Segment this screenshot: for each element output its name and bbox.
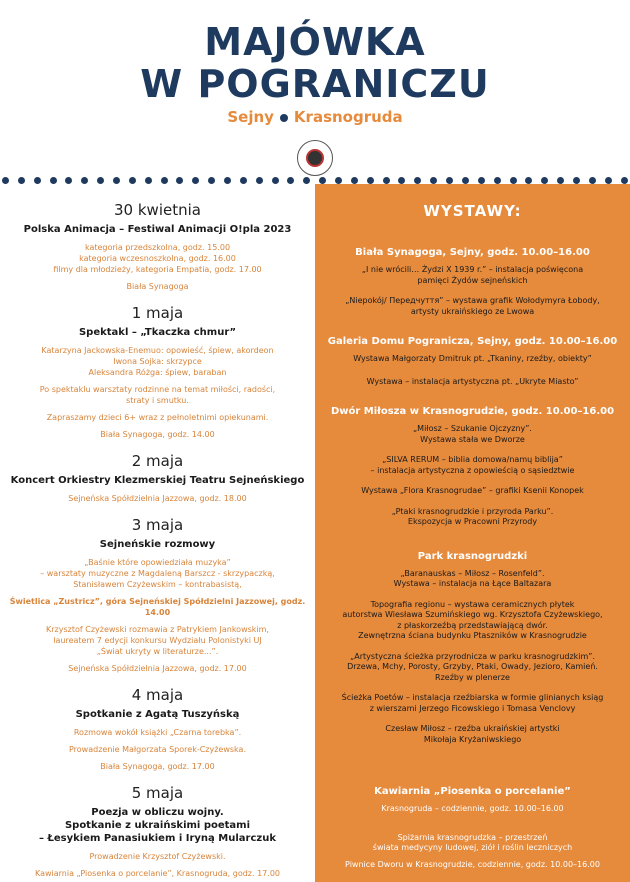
- divider-dot: [65, 177, 72, 184]
- event-detail: Katarzyna Jackowska-Enemuo: opowieść, śpiew, akordeon: [41, 346, 274, 355]
- exhibition-item: Czesław Miłosz – rzeźba ukraińskiej artystki Mikołaja Kryżaniwskiego: [385, 724, 560, 744]
- logo-seal: [297, 140, 333, 176]
- event-detail: Po spektaklu warsztaty rodzinne na temat miłości, radości,: [39, 385, 276, 394]
- event-detail: laureatem 7 edycji konkursu Wydziału Polonistyki UJ: [53, 636, 262, 645]
- event-detail: Zapraszamy dzieci 6+ wraz z pełnoletnimi opiekunami.: [46, 413, 269, 422]
- program-column: [0, 195, 315, 882]
- divider-dot: [18, 177, 25, 184]
- divider-dot: [430, 177, 437, 184]
- event-detail: Prowadzenie Małgorzata Sporek-Czyżewska.: [68, 745, 246, 754]
- exhibition-item: Piwnice Dworu w Krasnogrudzie, codziennie, godz. 10.00–16.00: [345, 859, 600, 869]
- divider-dot: [414, 177, 421, 184]
- date-heading: 30 kwietnia: [114, 201, 201, 219]
- exhibition-item: Wystawa Małgorzaty Dmitruk pt. „Tkaniny, rzeźby, obiekty”: [353, 354, 592, 363]
- divider-dot: [208, 177, 215, 184]
- divider-dot: [525, 177, 532, 184]
- exhibition-item: „I nie wrócili… Żydzi X 1939 r.” – instalacja poświęcona pamięci Żydów sejneńskich: [361, 265, 584, 285]
- event-detail: Rozmowa wokół książki „Czarna torebka”.: [73, 728, 242, 737]
- event-detail: filmy dla młodzieży, kategoria Empatia, godz. 17.00: [53, 265, 262, 274]
- locations: [0, 108, 630, 126]
- event-venue: Sejneńska Spółdzielnia Jazzowa, godz. 17.00: [68, 664, 247, 673]
- event-title: Spektakl – „Tkaczka chmur”: [78, 327, 237, 338]
- divider-dot: [129, 177, 136, 184]
- divider-dot: [351, 177, 358, 184]
- event-title: Koncert Orkiestry Klezmerskiej Teatru Sejneńskiego: [10, 475, 305, 486]
- divider-dot: [113, 177, 120, 184]
- divider-dot: [462, 177, 469, 184]
- location-sejny: Sejny: [227, 108, 274, 126]
- divider-dot: [589, 177, 596, 184]
- divider-dot: [81, 177, 88, 184]
- divider-dot: [2, 177, 9, 184]
- event-detail: „Baśnie które opowiedziała muzyka”: [84, 558, 231, 567]
- event-title: – Łesykiem Panasiukiem i Iryną Mularczuk: [39, 833, 276, 844]
- exhibition-item: Krasnogruda – codziennie, godz. 10.00–16.00: [381, 804, 564, 813]
- divider-dot: [541, 177, 548, 184]
- venue-heading: Biała Synagoga, Sejny, godz. 10.00–16.00: [355, 247, 590, 258]
- logo-emblem-icon: [306, 149, 324, 167]
- divider-dot: [256, 177, 263, 184]
- divider-dot: [335, 177, 342, 184]
- divider-dot: [319, 177, 326, 184]
- event-venue: Świetlica „Zustricz”, góra Sejneńskiej Spółdzielni Jazzowej, godz. 14.00: [9, 597, 306, 617]
- event-detail: „Świat ukryty w literaturze...”.: [96, 647, 219, 656]
- venue-heading: Galeria Domu Pogranicza, Sejny, godz. 10.00–16.00: [327, 336, 618, 347]
- venue-heading: Kawiarnia „Piosenka o porcelanie”: [374, 786, 571, 797]
- divider-dot: [573, 177, 580, 184]
- title-line-2: W POGRANICZU: [140, 62, 490, 106]
- date-heading: 3 maja: [131, 516, 184, 534]
- event-venue: Biała Synagoga: [126, 282, 189, 291]
- divider-dot: [398, 177, 405, 184]
- divider-dot: [224, 177, 231, 184]
- exhibition-item: Wystawa – instalacja artystyczna pt. „Ukryte Miasto”: [366, 376, 579, 386]
- event-detail: Prowadzenie Krzysztof Czyżewski.: [89, 852, 226, 861]
- date-heading: 4 maja: [131, 686, 184, 704]
- event-venue: Biała Synagoga, godz. 17.00: [100, 762, 215, 771]
- event-detail: kategoria wczesnoszkolna, godz. 16.00: [79, 254, 236, 263]
- event-title: Sejneńskie rozmowy: [99, 539, 216, 550]
- event-venue: Sejneńska Spółdzielnia Jazzowa, godz. 18.00: [68, 494, 247, 503]
- exhibition-item: „Artystyczna ścieżka przyrodnicza w parku krasnogrudzkim”. Drzewa, Mchy, Porosty, Grzyby, Ptaki, Owady, Jezioro, Kamień. Rzeźby w plenerze: [347, 651, 598, 682]
- event-detail: kategoria przedszkolna, godz. 15.00: [84, 243, 231, 252]
- event-detail: Stanisławem Czyżewskim – kontrabasistą,: [73, 580, 242, 589]
- event-title: Poezja w obliczu wojny.: [91, 807, 224, 818]
- divider-dot: [34, 177, 41, 184]
- exhibition-item: „Baranauskas – Miłosz – Rosenfeld”. Wystawa – instalacja na Łące Baltazara: [393, 568, 552, 588]
- divider-dot: [383, 177, 390, 184]
- event-detail: Krzysztof Czyżewski rozmawia z Patrykiem Jankowskim,: [46, 625, 269, 634]
- title-line-1: MAJÓWKA: [204, 20, 426, 64]
- event-detail: Aleksandra Różga: śpiew, baraban: [88, 368, 227, 377]
- exhibition-item: Ścieżka Poetów – instalacja rzeźbiarska w formie glinianych ksiąg z wierszami Jerzego Ficowskiego i Tomasa Venclovy: [341, 693, 604, 713]
- event-detail: – warsztaty muzyczne z Magdaleną Barszcz - skrzypaczką,: [40, 569, 275, 578]
- exhibition-item: „SILVA RERUM – biblia domowa/namų biblija” – instalacja artystyczna z opowieścią o sąsiedztwie: [370, 455, 575, 475]
- exhibition-item: „Miłosz – Szukanie Ojczyzny”. Wystawa stała we Dworze: [413, 424, 532, 444]
- bullet-icon: [280, 114, 288, 122]
- divider-dot: [176, 177, 183, 184]
- divider-dot: [367, 177, 374, 184]
- date-heading: 5 maja: [131, 784, 184, 802]
- exhibition-item: „Ptaki krasnogrudzkie i przyroda Parku”. Ekspozycja w Pracowni Przyrody: [391, 506, 554, 526]
- location-krasnogruda: Krasnogruda: [293, 108, 403, 126]
- divider-dot: [161, 177, 168, 184]
- event-venue: Kawiarnia „Piosenka o porcelanie”, Krasnogruda, godz. 17.00: [34, 869, 280, 878]
- exhibition-item: Topografia regionu – wystawa ceramicznych płytek autorstwa Wiesława Szumińskiego wg. Krzysztofa Czyżewskiego, z płaskorzeźbą przedstawiającą dwór. Zewnętrzna ściana budynku Ptaszników w Krasnogrudzie: [342, 599, 603, 640]
- divider-dot: [240, 177, 247, 184]
- divider-dot: [192, 177, 199, 184]
- divider-dot: [97, 177, 104, 184]
- date-heading: 1 maja: [131, 304, 184, 322]
- divider-dot: [272, 177, 279, 184]
- divider-dot: [494, 177, 501, 184]
- exhibitions-heading: WYSTAWY:: [423, 202, 522, 220]
- divider-dot: [557, 177, 564, 184]
- event-detail: straty i smutku.: [126, 396, 189, 405]
- divider-dot: [478, 177, 485, 184]
- event-detail: Iwona Sojka: skrzypce: [113, 357, 202, 366]
- divider-dot: [510, 177, 517, 184]
- divider-dot: [303, 177, 310, 184]
- venue-heading: Park krasnogrudzki: [417, 550, 528, 562]
- event-title: Polska Animacja – Festiwal Animacji O!pla 2023: [23, 224, 292, 235]
- date-heading: 2 maja: [131, 452, 184, 470]
- exhibition-item: Spiżarnia krasnogrudzka – przestrzeń świata medycyny ludowej, ziół i roślin leczniczych: [372, 832, 573, 852]
- divider-dot: [446, 177, 453, 184]
- event-venue: Biała Synagoga, godz. 14.00: [100, 430, 215, 439]
- divider-dot: [605, 177, 612, 184]
- divider-dot: [50, 177, 57, 184]
- exhibition-item: Wystawa „Flora Krasnogrudae” – grafiki Ksenii Konopek: [361, 486, 584, 495]
- divider-dot: [287, 177, 294, 184]
- divider-dot: [621, 177, 628, 184]
- event-title: Spotkanie z Agatą Tuszyńską: [75, 709, 240, 720]
- exhibition-item: „Niepokój/ Передчуття” – wystawa grafik Wołodymyra Łobody, artysty ukraińskiego ze Lwowa: [345, 296, 600, 316]
- event-title: Spotkanie z ukraińskimi poetami: [64, 820, 251, 831]
- exhibitions-column: [315, 184, 630, 882]
- venue-heading: Dwór Miłosza w Krasnogrudzie, godz. 10.00–16.00: [330, 406, 615, 417]
- divider-dot: [145, 177, 152, 184]
